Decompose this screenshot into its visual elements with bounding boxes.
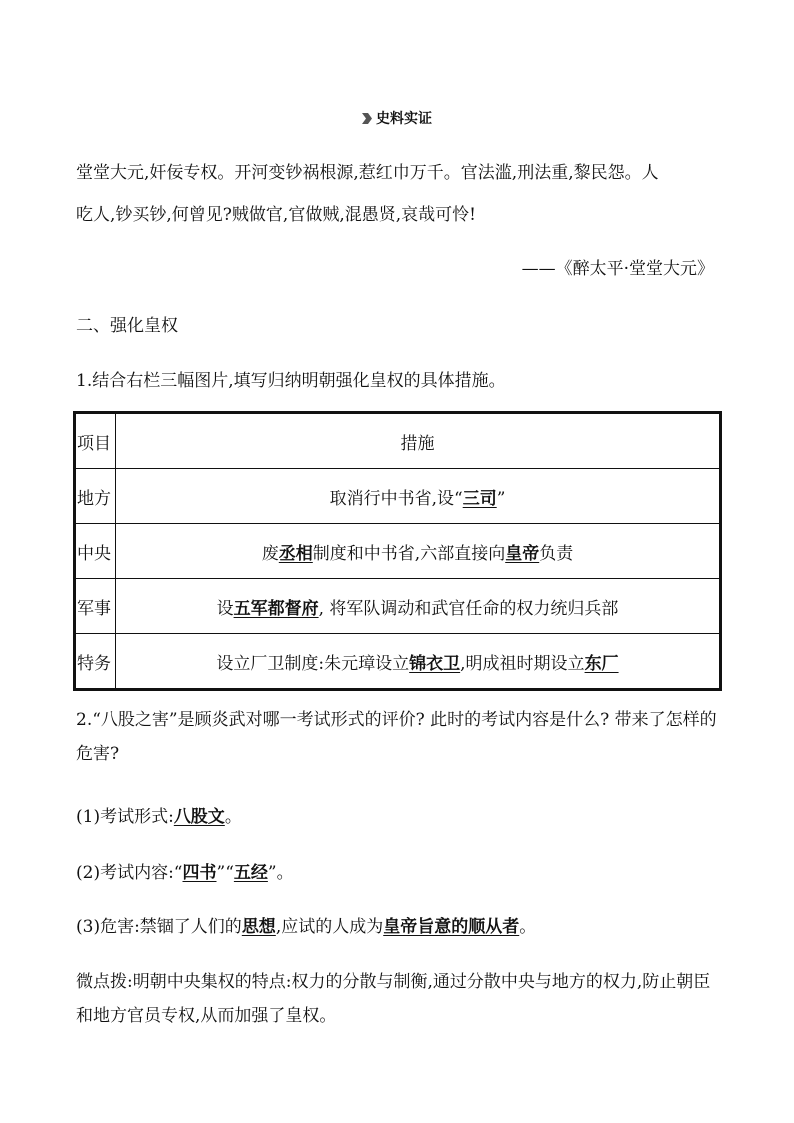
poem-line-2: 吃人,钞买钞,何曾见?贼做官,官做贼,混愚贤,哀哉可怜!	[76, 205, 476, 225]
poem-line-1: 堂堂大元,奸佞专权。开河变钞祸根源,惹红巾万千。官法滥,刑法重,黎民怨。人	[76, 163, 659, 183]
section-marker-icon	[362, 113, 372, 124]
answer-blank: 丞相	[278, 543, 313, 564]
answer-3: (3)危害:禁锢了人们的思想,应试的人成为皇帝旨意的顺从者。	[76, 917, 537, 937]
tip-paragraph: 微点拨:明朝中央集权的特点:权力的分散与制衡,通过分散中央与地方的权力,防止朝臣和地方官员专权,从而加强了皇权。	[76, 972, 711, 1026]
table-header-row	[75, 413, 721, 469]
header-item: 项目	[75, 413, 116, 469]
table-row	[75, 579, 721, 634]
measures-table	[73, 411, 722, 691]
answer-blank: 东厂	[584, 653, 619, 674]
answer-blank: 思想	[241, 917, 276, 937]
section-label: 史料实证	[0, 108, 794, 128]
answer-blank: 五经	[233, 863, 268, 883]
row-measure: 设立厂卫制度:朱元璋设立锦衣卫,明成祖时期设立东厂	[116, 634, 721, 690]
row-item: 特务	[75, 634, 116, 690]
row-measure: 设五军都督府, 将军队调动和武官任命的权力统归兵部	[116, 579, 721, 634]
table-row	[75, 524, 721, 579]
answer-blank: 八股文	[173, 807, 225, 827]
answer-blank: 五军都督府	[233, 598, 319, 619]
section-heading: 二、强化皇权	[76, 316, 178, 336]
row-measure: 取消行中书省,设“三司”	[116, 469, 721, 524]
answer-1: (1)考试形式:八股文。	[76, 807, 242, 827]
answer-blank: 锦衣卫	[409, 653, 461, 674]
question-2: 2.“八股之害”是顾炎武对哪一考试形式的评价? 此时的考试内容是什么? 带来了怎样的危害?	[76, 710, 717, 764]
answer-blank: 四书	[182, 863, 217, 883]
answer-2: (2)考试内容:“四书”“五经”。	[76, 863, 294, 883]
row-item: 地方	[75, 469, 116, 524]
header-measure: 措施	[116, 413, 721, 469]
table-row	[75, 634, 721, 690]
answer-blank: 皇帝旨意的顺从者	[383, 917, 520, 937]
poem-attribution: ——《醉太平·堂堂大元》	[521, 259, 714, 279]
row-item: 中央	[75, 524, 116, 579]
table-row	[75, 469, 721, 524]
answer-blank: 三司	[462, 488, 497, 509]
row-item: 军事	[75, 579, 116, 634]
answer-blank: 皇帝	[505, 543, 540, 564]
question-1: 1.结合右栏三幅图片,填写归纳明朝强化皇权的具体措施。	[76, 371, 506, 391]
row-measure: 废丞相制度和中书省,六部直接向皇帝负责	[116, 524, 721, 579]
